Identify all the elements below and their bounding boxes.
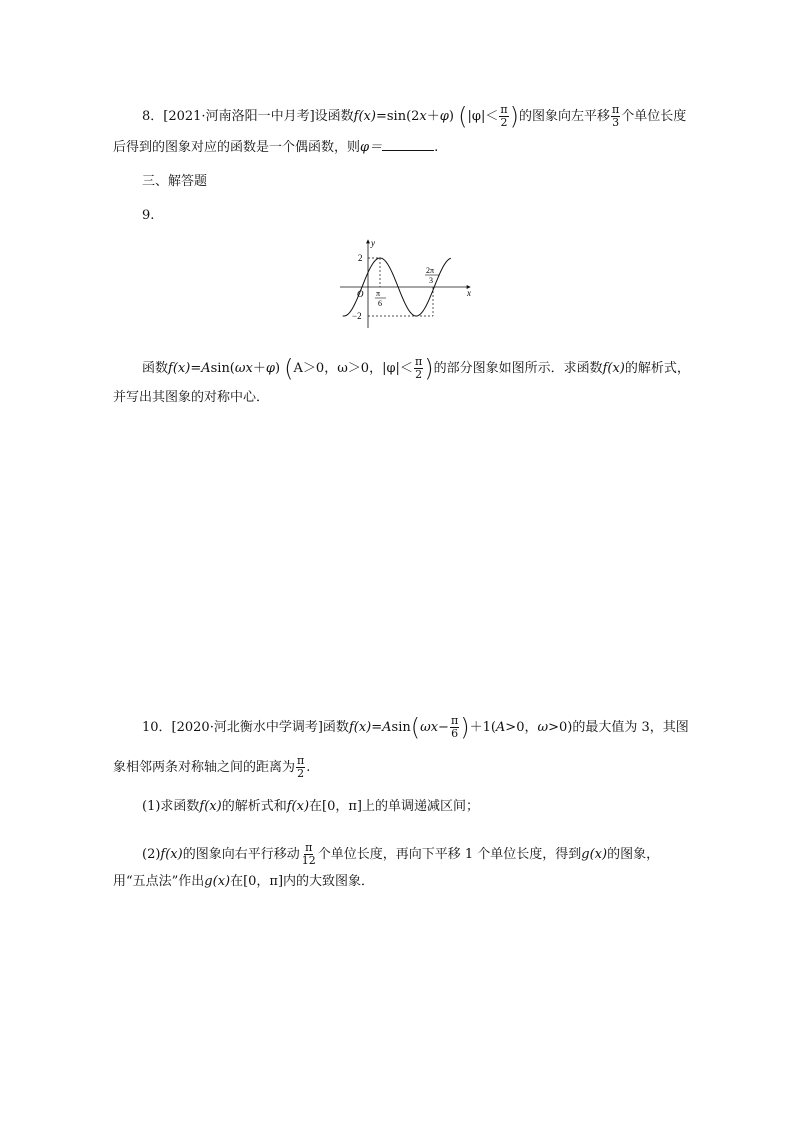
tick-pi6-den: 6 [378,299,382,308]
origin-label: O [357,289,364,299]
paren-left: ( [410,713,421,742]
q10-gx: g(x) [204,874,231,889]
q10-number: 10． [142,720,172,735]
q9-text: = [190,361,202,376]
q10-fx: f(x) [199,799,222,814]
fraction-denominator: 6 [451,727,459,740]
fraction-numerator: π [450,714,459,727]
paren-left: ( [284,354,294,383]
q9-condition: A＞0，ω＞0，|φ|＜ [293,361,413,376]
pi-over-3-fraction [611,104,620,129]
q10-A: A [382,720,392,735]
q8-phi-eq: φ＝ [360,140,383,155]
q9-text: 函数 [142,361,169,376]
q10-fx: f(x) [286,799,310,814]
q10-text: 的图象向右平行移动 [182,847,300,862]
q10-text: 在[0，π]内的大致图象． [230,874,375,889]
q8-text: 的图象向左平移 [518,109,610,124]
q10-gx: g(x) [581,847,608,862]
q9-sine-graph [336,236,476,331]
q10-text: 函数 [322,720,349,735]
pi-over-2-fraction [414,356,423,381]
q8-x: x [419,109,427,124]
tick-2pi3-den: 3 [429,276,433,285]
q9-text: 的解析式， [624,361,690,376]
fraction-numerator: π [414,355,423,368]
fraction-denominator: 2 [500,116,508,129]
q10-text: = [371,720,383,735]
q9-line2: 并写出其图象的对称中心． [113,390,270,405]
q10-line2 [113,755,310,780]
q10-A: A [495,720,506,735]
fraction-numerator: π [611,103,620,116]
q10-fx: f(x) [160,847,183,862]
q10-fx: f(x) [348,720,372,735]
q8-text: ＋ [426,109,440,124]
q10-part2-line2 [113,872,374,892]
q10-text: (1)求函数 [142,799,200,814]
q9-fx: f(x) [602,361,625,376]
section-heading: 三、解答题 [142,174,208,189]
fraction-denominator: 3 [612,116,620,129]
q8-text: =sin(2 [375,109,420,124]
q10-line1 [142,715,689,740]
q9-number: 9. [142,208,155,223]
fraction-numerator: π [305,841,313,854]
q10-text: 用“五点法”作出 [113,874,205,889]
q8-source: [2021·河南洛阳一中月考] [163,109,315,124]
fraction-numerator: π [297,754,305,767]
tick-2pi3-num: 2π [426,266,435,275]
q10-text: ＋1( [469,720,496,735]
q8-text: ) [448,109,454,124]
q10-text: 的图象， [607,847,660,862]
q9-A: A [201,361,211,376]
fraction-denominator: 2 [297,767,305,780]
q8-fx: f(x) [353,109,376,124]
q9-phi: φ [265,361,275,376]
q8-text: 后得到的图象对应的函数是一个偶函数，则 [113,140,361,155]
tick-pi6-num: π [376,289,381,298]
q9-text: 的部分图象如图所示．求函数 [433,361,603,376]
pi-over-2-fraction [499,104,508,129]
q9-fx: f(x) [168,361,191,376]
q8-text: . [434,140,439,155]
paren-right: ) [424,354,434,383]
max-label: 2 [358,253,363,263]
q8-condition: |φ|＜ [467,109,499,124]
q10-omega: ω [537,720,549,735]
q10-text: 的解析式和 [221,799,287,814]
q10-part2-line1 [142,842,659,867]
y-axis-label: y [371,238,375,248]
q10-text: 个单位长度，再向下平移 1 个单位长度，得到 [317,847,582,862]
q10-part1 [142,797,479,817]
q10-text: sin [391,720,411,735]
pi-over-6-fraction [450,715,459,740]
q8-phi: φ [439,109,449,124]
x-axis-label: x [467,288,471,298]
q9-line1 [142,356,690,381]
q9-text: ＋ [252,361,266,376]
q8-number: 8． [142,109,164,124]
q8-text: 设函数 [314,109,354,124]
fraction-numerator: π [500,103,508,116]
min-label: −2 [352,311,362,321]
q8-text: 个单位长度 [621,109,687,124]
q9-text: ) [274,361,281,376]
paren-right: ) [509,102,519,131]
paren-left: ( [458,102,468,131]
pi-over-12-fraction [301,842,317,867]
answer-blank[interactable] [382,138,434,151]
q10-text: − [438,720,449,735]
q9-omega-x: ωx [234,361,253,376]
fraction-denominator: 2 [415,368,423,381]
q10-text: (2) [142,847,161,862]
q10-source: [2020·河北衡水中学调考] [171,720,323,735]
q8-line2 [113,138,438,158]
paren-right: ) [460,713,470,742]
q10-text: 在[0，π]上的单调递减区间； [309,799,479,814]
pi-over-2-fraction [296,755,305,780]
q10-text: >0)的最大值为 3，其图 [548,720,689,735]
q8-line1 [142,104,686,129]
q10-omega-x: ωx [420,720,439,735]
q9-text: sin( [210,361,235,376]
q10-text: . [306,760,311,775]
fraction-denominator: 12 [301,854,316,867]
q10-text: 象相邻两条对称轴之间的距离为 [113,760,296,775]
q10-text: >0， [505,720,538,735]
